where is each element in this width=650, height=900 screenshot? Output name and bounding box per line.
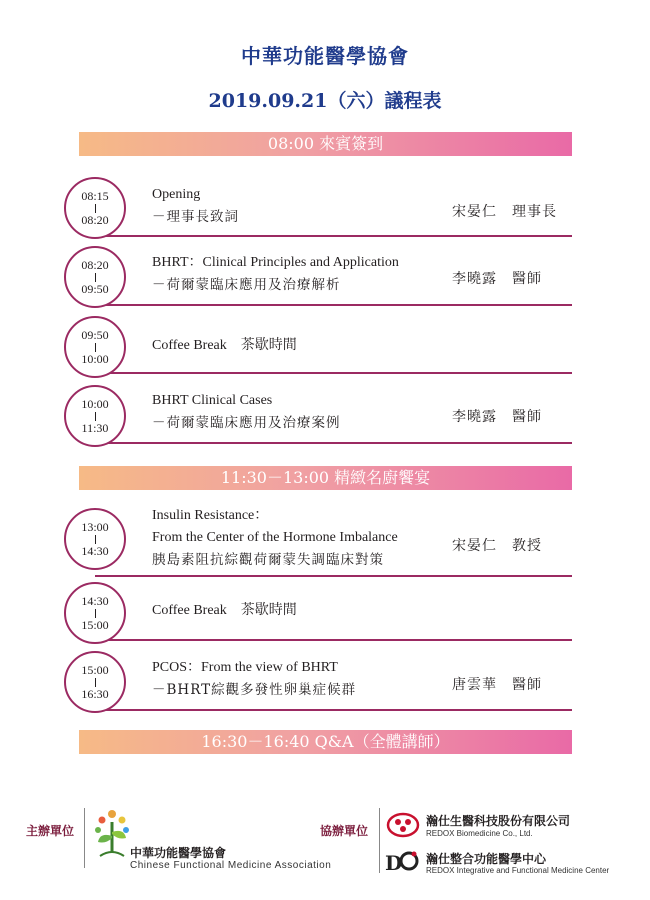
end-time: 15:00 [81,617,109,632]
co2-name-en: REDOX Integrative and Functional Medicine Center [426,866,610,875]
time-separator [95,273,96,282]
time-separator [95,412,96,421]
session-subtitle: 胰島素阻抗綜觀荷爾蒙失調臨床對策 [152,552,384,568]
session-subtitle: －荷爾蒙臨床應用及治療解析 [152,277,341,293]
end-time: 16:30 [81,686,109,701]
page-title: 中華功能醫學協會 [241,44,409,68]
co2-name-zh: 瀚仕整合功能醫學中心 [426,852,547,866]
session-title: Insulin Resistance： [152,508,269,523]
end-time: 09:50 [81,281,109,296]
time-circle [64,651,126,713]
session-4 [152,390,442,434]
time-circle [64,582,126,644]
session-divider [95,304,572,306]
start-time: 09:50 [81,327,109,342]
session-subtitle: －BHRT綜觀多發性卵巢症候群 [152,682,357,698]
footer-divider [379,808,380,873]
session-speaker: 宋晏仁 理事長 [452,204,557,220]
co1-name-zh: 瀚仕生醫科技股份有限公司 [426,814,571,828]
session-title: Coffee Break 茶歇時間 [152,338,297,353]
start-time: 13:00 [81,519,109,534]
session-title: PCOS：From the view of BHRT [152,660,338,675]
time-circle [64,316,126,378]
agenda-date-title: 2019.09.21（六）議程表 [208,90,442,112]
checkin-banner: 08:00 來賓簽到 [79,132,572,156]
start-time: 15:00 [81,662,109,677]
time-circle [64,385,126,447]
start-time: 14:30 [81,593,109,608]
co-organizer-label: 協辦單位 [320,824,369,838]
session-2 [152,252,447,296]
session-speaker: 唐雲華 醫師 [452,677,542,693]
start-time: 08:20 [81,257,109,272]
session-subtitle: －理事長致詞 [152,209,239,225]
session-speaker: 李曉露 醫師 [452,409,542,425]
start-time: 10:00 [81,396,109,411]
qa-banner: 16:30－16:40 Q&A（全體講師） [79,730,572,754]
time-separator [95,535,96,544]
time-separator [95,678,96,687]
end-time: 10:00 [81,351,109,366]
start-time: 08:15 [81,188,109,203]
session-divider [95,639,572,641]
host-logo-icon [92,806,132,866]
end-time: 14:30 [81,543,109,558]
time-separator [95,343,96,352]
host-label: 主辦單位 [26,824,75,838]
redox-biomedicine-logo-icon [386,812,420,838]
time-circle [64,246,126,308]
co1-name-en: REDOX Biomedicine Co., Ltd. [426,829,533,838]
session-7 [152,657,442,701]
session-3 [152,335,442,357]
time-separator [95,609,96,618]
session-speaker: 宋晏仁 教授 [452,538,542,554]
time-separator [95,204,96,213]
svg-text:D: D [385,851,403,874]
redox-center-logo-icon [384,848,422,874]
footer-divider [84,808,85,868]
session-title: Coffee Break 茶歇時間 [152,603,297,618]
session-divider [95,575,572,577]
host-name-zh: 中華功能醫學協會 [130,846,227,860]
session-divider [95,372,572,374]
session-6 [152,600,442,622]
session-5 [152,505,447,571]
session-divider [95,442,572,444]
session-1 [152,184,442,228]
end-time: 11:30 [81,420,109,435]
session-title-line2: From the Center of the Hormone Imbalance [152,530,398,545]
session-title: Opening [152,187,201,202]
end-time: 08:20 [81,212,109,227]
host-name-en: Chinese Functional Medicine Association [130,860,332,871]
session-title: BHRT：Clinical Principles and Application [152,255,399,270]
session-divider [95,709,572,711]
session-speaker: 李曉露 醫師 [452,271,542,287]
session-title: BHRT Clinical Cases [152,393,273,408]
time-circle [64,177,126,239]
session-subtitle: －荷爾蒙臨床應用及治療案例 [152,415,341,431]
lunch-banner: 11:30－13:00 精緻名廚饗宴 [79,466,572,490]
session-divider [95,235,572,237]
time-circle [64,508,126,570]
